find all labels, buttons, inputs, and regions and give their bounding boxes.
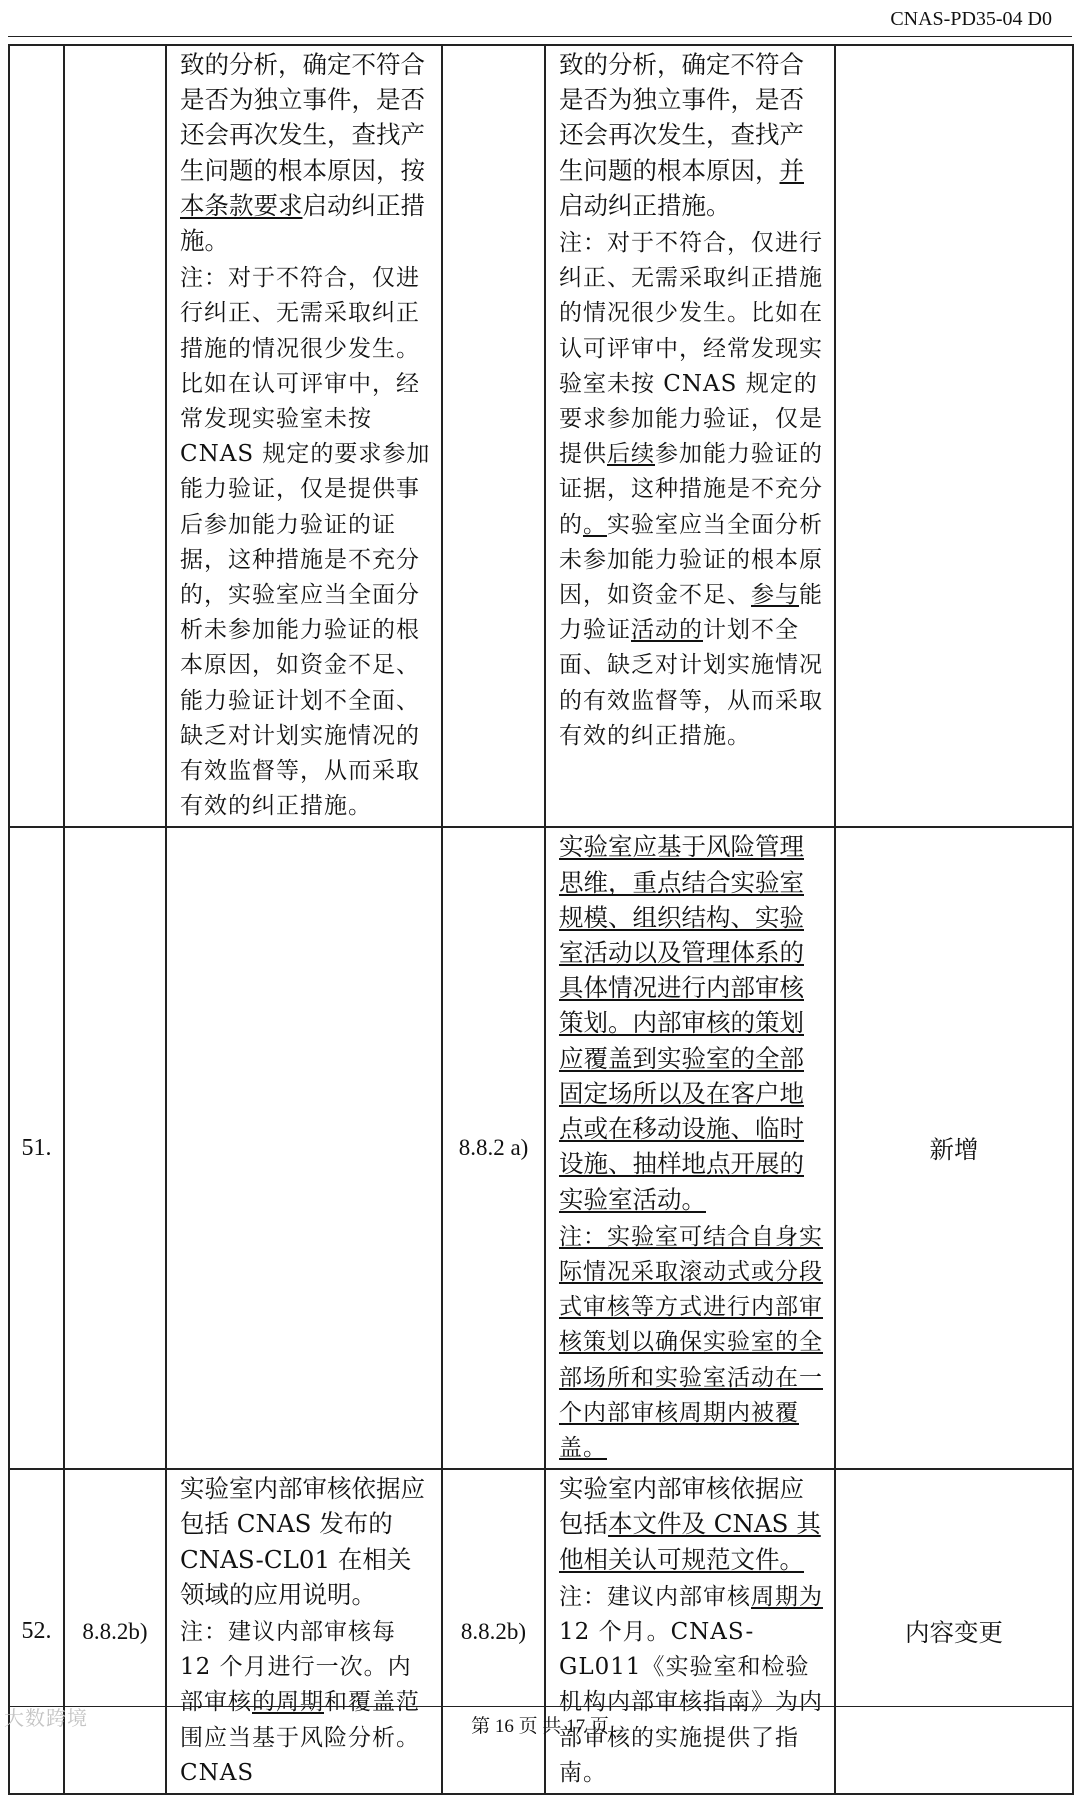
text-run: 注：建议内部审核每 12 个月进行一次。内部审核 [180, 1618, 412, 1716]
footer-rule [8, 1706, 1072, 1707]
change-type: 新增 [835, 827, 1073, 1469]
text-run: 启动纠正措施。 [180, 190, 425, 256]
new-text [546, 1470, 834, 1579]
changed-text: 并 [779, 155, 804, 185]
text-run: 注：对于不符合，仅进行纠正、无需采取纠正措施的情况很少发生。比如在认可评审中，经常发现实验室未按 CNAS 规定的要求参加能力验证，仅是提供 [559, 230, 823, 468]
new-text [546, 828, 834, 1218]
new-clause: 8.8.2 a) [442, 827, 545, 1469]
comparison-table [8, 44, 1074, 1795]
changed-text: 注：实验室可结合自身实际情况采取滚动式或分段式审核等方式进行内部审核策划以确保实验室的全部场所和实验室活动在一个内部审核周期内被覆盖。 [559, 1223, 823, 1461]
new-clause [442, 45, 545, 827]
text-run: 致的分析，确定不符合是否为独立事件，是否还会再次发生，查找产生问题的根本原因，按 [180, 50, 425, 185]
changed-text: 。 [583, 511, 607, 538]
row-number: 51. [9, 827, 64, 1469]
changed-text: 本文件及 CNAS 其他相关认可规范文件。 [559, 1509, 821, 1574]
old-clause [64, 45, 166, 827]
changed-text: 的周期 [252, 1689, 324, 1716]
table-row [9, 1469, 1073, 1794]
old-text [167, 46, 441, 260]
text-run: 12 个月。CNAS-GL011《实验室和检验机构内部审核指南》为内部审核的实施提供了指南。 [559, 1618, 823, 1786]
change-type [835, 45, 1073, 827]
new-text-cell [545, 827, 835, 1469]
old-clause: 8.8.2b) [64, 1469, 166, 1794]
new-note [546, 1219, 834, 1468]
table-row [9, 45, 1073, 827]
text-run: 实验室内部审核依据应包括 [559, 1474, 804, 1539]
new-clause: 8.8.2b) [442, 1469, 545, 1794]
change-type: 内容变更 [835, 1469, 1073, 1794]
new-note [546, 225, 834, 756]
text-run: 实验室应当全面分析未参加能力验证的根本原因，如资金不足、 [559, 511, 823, 609]
row-number [9, 45, 64, 827]
old-text-cell [166, 827, 442, 1469]
text-run: 启动纠正措施。 [559, 190, 731, 220]
changed-text: 后续 [607, 441, 655, 468]
watermark-logo: 大数跨境 [4, 1706, 88, 1730]
text-run: 致的分析，确定不符合是否为独立事件，是否还会再次发生，查找产生问题的根本原因， [559, 50, 804, 185]
text-run: 注：对于不符合，仅进行纠正、无需采取纠正措施的情况很少发生。比如在认可评审中，经常发现实验室未按 CNAS 规定的要求参加能力验证，仅是提供事后参加能力验证的证据，这种措施是不充分的，实验室应当全面分析未参加能力验证的根本原因，如资金不足、能力验证计划不全面、缺乏对计划实施情况的有效监督等，从而采取有效的纠正措施。 [180, 265, 431, 820]
old-note [167, 1614, 441, 1793]
text-run: 和覆盖范围应当基于风险分析。CNAS [180, 1689, 420, 1786]
text-run: 参加能力验证的证据，这种措施是不充分的 [559, 441, 823, 538]
text-run: 实验室内部审核依据应包括 CNAS 发布的 CNAS-CL01 在相关领域的应用说明。 [180, 1474, 425, 1609]
changed-text: 本条款要求 [180, 190, 303, 220]
old-text-cell [166, 45, 442, 827]
old-text [167, 1470, 441, 1614]
text-run: 注：建议内部审核 [559, 1583, 751, 1610]
header-rule [8, 36, 1072, 37]
new-text-cell [545, 45, 835, 827]
row-number: 52. [9, 1469, 64, 1794]
page-number: 第 16 页 共 17 页 [471, 1716, 609, 1737]
table-row [9, 827, 1073, 1469]
old-note [167, 260, 441, 826]
old-clause [64, 827, 166, 1469]
document-code: CNAS-PD35-04 D0 [890, 8, 1052, 30]
changed-text: 参与 [751, 582, 799, 609]
new-text-cell [545, 1469, 835, 1794]
text-run: 能力验证 [559, 582, 823, 644]
new-note [546, 1579, 834, 1793]
changed-text: 周期为 [751, 1583, 823, 1610]
changed-text: 实验室应基于风险管理思维，重点结合实验室规模、组织结构、实验室活动以及管理体系的具体情况进行内部审核策划。内部审核的策划应覆盖到实验室的全部固定场所以及在客户地点或在移动设施、临时设施、抽样地点开展的实验室活动。 [559, 832, 804, 1214]
new-text [546, 46, 834, 225]
text-run: 计划不全面、缺乏对计划实施情况的有效监督等，从而采取有效的纠正措施。 [559, 617, 823, 749]
old-text-cell [166, 1469, 442, 1794]
changed-text: 活动的 [631, 617, 703, 644]
